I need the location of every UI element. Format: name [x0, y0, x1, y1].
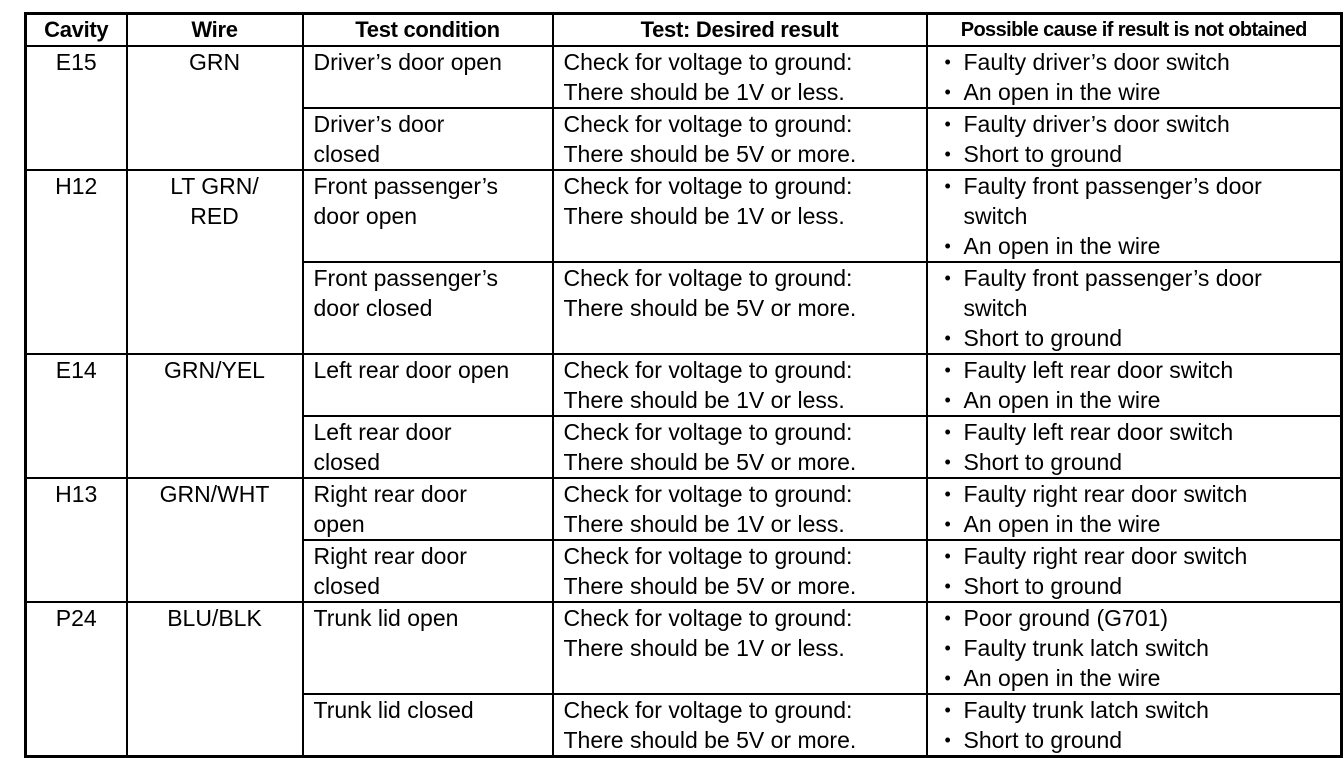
desired-result-cell [553, 602, 927, 694]
cause-line: • Faulty front passenger’s door [963, 265, 1262, 291]
cause-item [942, 77, 1341, 107]
condition-line: Front passenger’s [313, 173, 499, 199]
cause-item [942, 725, 1341, 755]
result-line: There should be 1V or less. [563, 511, 845, 537]
cause-line: • Faulty left rear door switch [963, 357, 1234, 383]
wire-cell [127, 478, 303, 602]
cause-list [934, 695, 1341, 755]
cause-line: • Short to ground [963, 141, 1123, 167]
cause-item [942, 355, 1341, 385]
test-condition-cell [303, 602, 553, 694]
cause-list [934, 541, 1341, 601]
test-condition-cell [303, 262, 553, 354]
test-condition-cell [303, 354, 553, 416]
result-line: Check for voltage to ground: [563, 697, 853, 723]
result-line: Check for voltage to ground: [563, 49, 853, 75]
cause-line: • Faulty left rear door switch [963, 419, 1234, 445]
cause-line: • Faulty trunk latch switch [963, 635, 1209, 661]
desired-result-cell [553, 170, 927, 262]
desired-result-cell [553, 108, 927, 170]
condition-line: Front passenger’s [313, 265, 499, 291]
wire-cell [127, 170, 303, 354]
possible-cause-cell [927, 108, 1342, 170]
condition-line: Trunk lid closed [313, 697, 474, 723]
cause-list [934, 109, 1341, 169]
cause-line: • Short to ground [963, 449, 1123, 475]
result-line: Check for voltage to ground: [563, 265, 853, 291]
condition-line: door open [313, 203, 418, 229]
cause-item [942, 663, 1341, 693]
cause-item [942, 603, 1341, 633]
cavity-cell: H12 [26, 170, 127, 354]
header-row [26, 14, 1342, 47]
cause-line: • Faulty driver’s door switch [963, 111, 1230, 137]
possible-cause-cell [927, 694, 1342, 757]
test-condition-cell [303, 694, 553, 757]
cause-list [934, 603, 1341, 693]
wire-color-line: GRN [188, 49, 241, 75]
cause-line: • Faulty right rear door switch [963, 543, 1248, 569]
cause-line: • An open in the wire [963, 233, 1161, 259]
desired-result-cell [553, 46, 927, 108]
condition-line: open [313, 511, 365, 537]
cause-list [934, 479, 1341, 539]
condition-line: closed [313, 141, 380, 167]
result-line: Check for voltage to ground: [563, 543, 853, 569]
desired-result-cell [553, 694, 927, 757]
result-line: Check for voltage to ground: [563, 173, 853, 199]
cause-line: • An open in the wire [963, 387, 1161, 413]
result-line: There should be 5V or more. [563, 295, 857, 321]
wire-cell [127, 602, 303, 757]
possible-cause-cell [927, 354, 1342, 416]
condition-line: Driver’s door [313, 111, 445, 137]
result-line: Check for voltage to ground: [563, 605, 853, 631]
result-line: There should be 5V or more. [563, 727, 857, 753]
possible-cause-cell [927, 602, 1342, 694]
result-line: Check for voltage to ground: [563, 111, 853, 137]
cause-line: • Short to ground [963, 727, 1123, 753]
condition-line: Right rear door [313, 543, 467, 569]
possible-cause-cell [927, 170, 1342, 262]
cavity-cell: E15 [26, 46, 127, 170]
cause-line: • Faulty driver’s door switch [963, 49, 1230, 75]
cause-item [942, 171, 1341, 231]
table-body [26, 46, 1342, 757]
possible-cause-cell [927, 46, 1342, 108]
possible-cause-cell [927, 478, 1342, 540]
cavity-cell: E14 [26, 354, 127, 478]
possible-cause-cell [927, 262, 1342, 354]
cavity-cell: H13 [26, 478, 127, 602]
desired-result-cell [553, 416, 927, 478]
cause-list [934, 263, 1341, 353]
desired-result-cell [553, 478, 927, 540]
table-row [26, 354, 1342, 416]
cause-list [934, 171, 1341, 261]
condition-line: closed [313, 449, 380, 475]
test-condition-cell [303, 416, 553, 478]
condition-line: Trunk lid open [313, 605, 459, 631]
result-line: Check for voltage to ground: [563, 419, 853, 445]
condition-line: door closed [313, 295, 433, 321]
test-condition-cell [303, 108, 553, 170]
cause-item [942, 323, 1341, 353]
result-line: There should be 1V or less. [563, 387, 845, 413]
wire-cell [127, 354, 303, 478]
header-wire: Wire [127, 14, 303, 47]
header-possible-cause: Possible cause if result is not obtained [927, 14, 1342, 47]
cause-line: • Faulty right rear door switch [963, 481, 1248, 507]
table-row [26, 478, 1342, 540]
wire-cell [127, 46, 303, 170]
result-line: There should be 1V or less. [563, 203, 845, 229]
cause-item [942, 417, 1341, 447]
cause-list [934, 47, 1341, 107]
result-line: There should be 1V or less. [563, 635, 845, 661]
test-condition-cell [303, 170, 553, 262]
wire-color-line: GRN/WHT [159, 481, 270, 507]
desired-result-cell [553, 354, 927, 416]
result-line: There should be 1V or less. [563, 79, 845, 105]
result-line: There should be 5V or more. [563, 449, 857, 475]
cause-line: • Poor ground (G701) [963, 605, 1169, 631]
cause-list [934, 355, 1341, 415]
possible-cause-cell [927, 416, 1342, 478]
cause-item [942, 231, 1341, 261]
cause-item [942, 695, 1341, 725]
condition-line: Left rear door [313, 419, 452, 445]
table-row [26, 170, 1342, 262]
result-line: There should be 5V or more. [563, 573, 857, 599]
cause-line: • Short to ground [963, 573, 1123, 599]
cause-item [942, 571, 1341, 601]
cause-line: • Short to ground [963, 325, 1123, 351]
cause-item [942, 109, 1341, 139]
table-row [26, 602, 1342, 694]
troubleshooting-table-container [24, 12, 1343, 758]
test-condition-cell [303, 478, 553, 540]
table-row [26, 46, 1342, 108]
cause-line: • An open in the wire [963, 665, 1161, 691]
cause-line: • An open in the wire [963, 79, 1161, 105]
condition-line: closed [313, 573, 380, 599]
cause-item [942, 479, 1341, 509]
header-cavity: Cavity [26, 14, 127, 47]
cause-line: • Faulty trunk latch switch [963, 697, 1209, 723]
door-switch-test-table [24, 12, 1343, 758]
possible-cause-cell [927, 540, 1342, 602]
cause-item [942, 47, 1341, 77]
test-condition-cell [303, 46, 553, 108]
wire-color-line: RED [190, 203, 239, 229]
cause-line: • Faulty front passenger’s door [963, 173, 1262, 199]
cause-item [942, 139, 1341, 169]
cause-line: • An open in the wire [963, 511, 1161, 537]
wire-color-line: GRN/YEL [164, 357, 265, 383]
cause-line: switch [963, 295, 1028, 321]
cause-item [942, 541, 1341, 571]
header-test-condition: Test condition [303, 14, 553, 47]
header-desired-result: Test: Desired result [553, 14, 927, 47]
result-line: Check for voltage to ground: [563, 481, 853, 507]
cause-item [942, 509, 1341, 539]
test-condition-cell [303, 540, 553, 602]
cause-list [934, 417, 1341, 477]
cause-item [942, 447, 1341, 477]
cause-item [942, 385, 1341, 415]
cause-item [942, 633, 1341, 663]
condition-line: Left rear door open [313, 357, 510, 383]
desired-result-cell [553, 262, 927, 354]
condition-line: Driver’s door open [313, 49, 502, 75]
cause-line: switch [963, 203, 1028, 229]
cause-item [942, 263, 1341, 323]
wire-color-line: LT GRN/ [170, 173, 259, 199]
result-line: There should be 5V or more. [563, 141, 857, 167]
condition-line: Right rear door [313, 481, 467, 507]
wire-color-line: BLU/BLK [167, 605, 262, 631]
result-line: Check for voltage to ground: [563, 357, 853, 383]
cavity-cell: P24 [26, 602, 127, 757]
desired-result-cell [553, 540, 927, 602]
